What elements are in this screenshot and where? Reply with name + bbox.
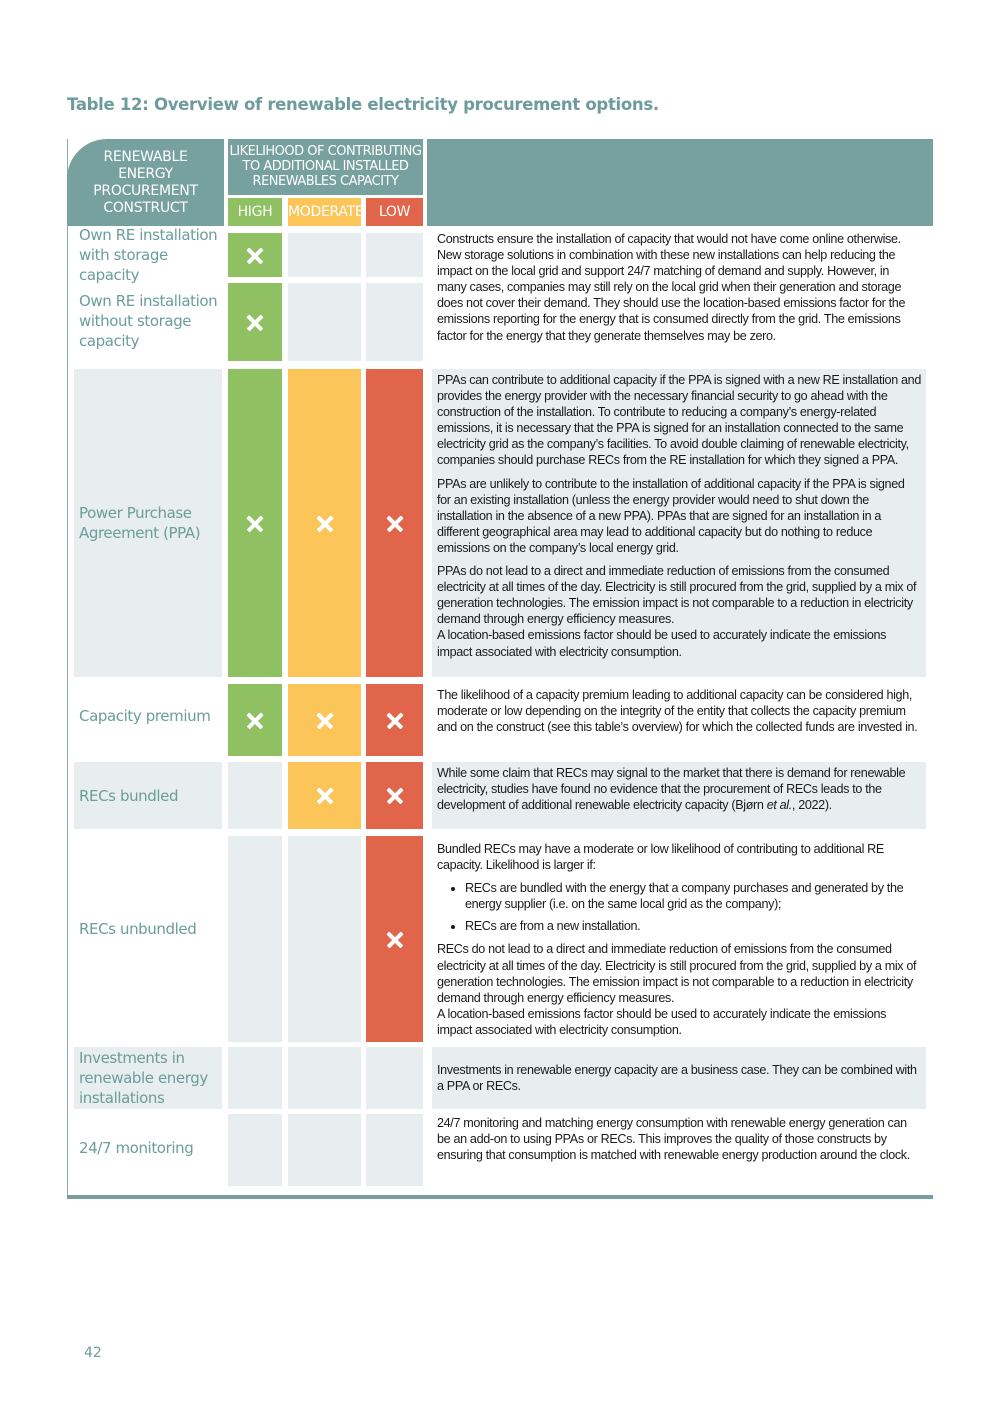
cell-recs-unbundled-high: [228, 836, 282, 1042]
x-mark-icon: [386, 787, 404, 805]
x-mark-icon: [386, 514, 404, 532]
desc-monitoring: 24/7 monitoring and matching energy consumption with renewable energy generation can be an add-on to using PPAs or RECs. This improves the quality of those constructs by ensuring that consumption is matched with renewable energy production around the clock.: [437, 1116, 910, 1163]
header-likelihood: LIKELIHOOD OF CONTRIBUTING TO ADDITIONAL INSTALLED RENEWABLES CAPACITY: [228, 139, 423, 195]
x-mark-icon: [386, 930, 404, 948]
row-label-own-re-no-storage: Own RE installation without storage capacity: [79, 292, 218, 350]
desc-recs-bundled: While some claim that RECs may signal to the market that there is demand for renewable electricity, studies have found no evidence that the procurement of RECs leads to the development of additional renewable electricity capacity (Bjørn et al., 2022).: [432, 762, 926, 829]
x-mark-icon: [246, 711, 264, 729]
cell-recs-bundled-low: [366, 762, 423, 829]
x-mark-icon: [316, 514, 334, 532]
cell-own-re-no-storage-low: [366, 283, 423, 361]
row-label-recs-bundled: RECs bundled: [74, 762, 222, 829]
x-mark-icon: [316, 711, 334, 729]
cell-monitoring-low: [366, 1114, 423, 1186]
row-label-ppa: Power Purchase Agreement (PPA): [74, 369, 222, 677]
cell-monitoring-high: [228, 1114, 282, 1186]
table-bottom-border: [67, 1195, 933, 1199]
x-mark-icon: [316, 787, 334, 805]
header-description: [427, 139, 933, 226]
cell-capacity-premium-low: [366, 684, 423, 756]
cell-ppa-moderate: [288, 369, 361, 677]
cell-own-re-storage-low: [366, 233, 423, 277]
header-low: LOW: [366, 198, 423, 226]
bullet-item: • RECs are bundled with the energy that a company purchases and generated by the energy supplier (i.e. on the same local grid as the company);: [465, 880, 921, 912]
cell-own-re-no-storage-moderate: [288, 283, 361, 361]
header-moderate: MODERATE: [288, 198, 361, 226]
cell-capacity-premium-moderate: [288, 684, 361, 756]
desc-investments: Investments in renewable energy capacity are a business case. They can be combined with a PPA or RECs.: [432, 1047, 926, 1109]
bullet-item: • RECs are from a new installation.: [465, 918, 921, 934]
cell-investments-high: [228, 1047, 282, 1109]
row-label-monitoring: 24/7 monitoring: [79, 1139, 194, 1157]
cell-capacity-premium-high: [228, 684, 282, 756]
cell-own-re-no-storage-high: [228, 283, 282, 361]
row-label-recs-unbundled: RECs unbundled: [79, 920, 197, 938]
x-mark-icon: [246, 313, 264, 331]
cell-monitoring-moderate: [288, 1114, 361, 1186]
cell-recs-unbundled-low: [366, 836, 423, 1042]
cell-investments-moderate: [288, 1047, 361, 1109]
desc-capacity-premium: The likelihood of a capacity premium leading to additional capacity can be considered high, moderate or low depending on the integrity of the entity that collects the capacity premium and on the construct (see this table’s overview) for which the collected funds are invested in.: [437, 688, 918, 735]
recs-unbundled-bullets: [437, 880, 921, 934]
desc-ppa: PPAs can contribute to additional capacity if the PPA is signed with a new RE installation and provides the energy provider with the necessary financial security to go ahead with the construction of the installation. To contribute to reducing a company’s energy-related emissions, it is necessary that the PPA is signed for an installation connected to the same electricity grid as the company’s facilities. To avoid double claiming of renewable electricity, companies should purchase RECs from the RE installation for which they signed a PPA. PPAs are unlikely to contribute to the installation of additional capacity if the PPA is signed for an existing installation (unless the energy provider would need to shut down the installation in the absence of a new PPA). PPAs that are signed for an installation in a different geographical area may lead to additional capacity but do nothing to reduce emissions on the company’s local energy grid. PPAs do not lead to a direct and immediate reduction of emissions from the consumed electricity at all times of the day. Electricity is still procured from the grid, supplied by a mix of generation technologies. The emission impact is not comparable to a reduction in electricity demand through energy efficiency measures. A location-based emissions factor should be used to accurately indicate the emissions impact associated with electricity consumption.: [432, 369, 926, 677]
page-number: 42: [84, 1345, 102, 1361]
row-label-investments: Investments in renewable energy installations: [74, 1047, 222, 1109]
x-mark-icon: [246, 514, 264, 532]
header-high: HIGH: [228, 198, 282, 226]
row-label-capacity-premium: Capacity premium: [79, 707, 211, 725]
cell-own-re-storage-moderate: [288, 233, 361, 277]
x-mark-icon: [246, 246, 264, 264]
cell-recs-bundled-moderate: [288, 762, 361, 829]
table-title: Table 12: Overview of renewable electricity procurement options.: [67, 95, 659, 114]
row-label-own-re-storage: Own RE installation with storage capacity: [79, 226, 218, 284]
cell-recs-unbundled-moderate: [288, 836, 361, 1042]
cell-ppa-low: [366, 369, 423, 677]
x-mark-icon: [386, 711, 404, 729]
desc-own-re: Constructs ensure the installation of capacity that would not have come online otherwise. New storage solutions in combination with these new installations can help reducing the impact on the local grid and support 24/7 matching of demand and supply. However, in many cases, companies may still rely on the local grid when their generation and storage does not cover their demand. They should use the location-based emissions factor for the emissions reporting for the energy that is consumed directly from the grid. The emissions factor for the energy that they generate themselves may be zero.: [437, 232, 906, 343]
header-construct: RENEWABLE ENERGY PROCUREMENT CONSTRUCT: [67, 139, 224, 226]
cell-investments-low: [366, 1047, 423, 1109]
cell-own-re-storage-high: [228, 233, 282, 277]
desc-recs-unbundled: Bundled RECs may have a moderate or low likelihood of contributing to additional RE capacity. Likelihood is larger if: • RECs are bundled with the energy that a company purchases and generated by the energy supplier (i.e. on the same local grid as the company); • RECs are from a new installation. RECs do not lead to a direct and immediate reduction of emissions from the consumed electricity at all times of the day. Electricity is still procured from the grid, supplied by a mix of generation technologies. The emission impact is not comparable to a reduction in electricity demand through energy efficiency measures. A location-based emissions factor should be used to accurately indicate the emissions impact associated with electricity consumption.: [432, 841, 926, 1038]
cell-recs-bundled-high: [228, 762, 282, 829]
cell-ppa-high: [228, 369, 282, 677]
